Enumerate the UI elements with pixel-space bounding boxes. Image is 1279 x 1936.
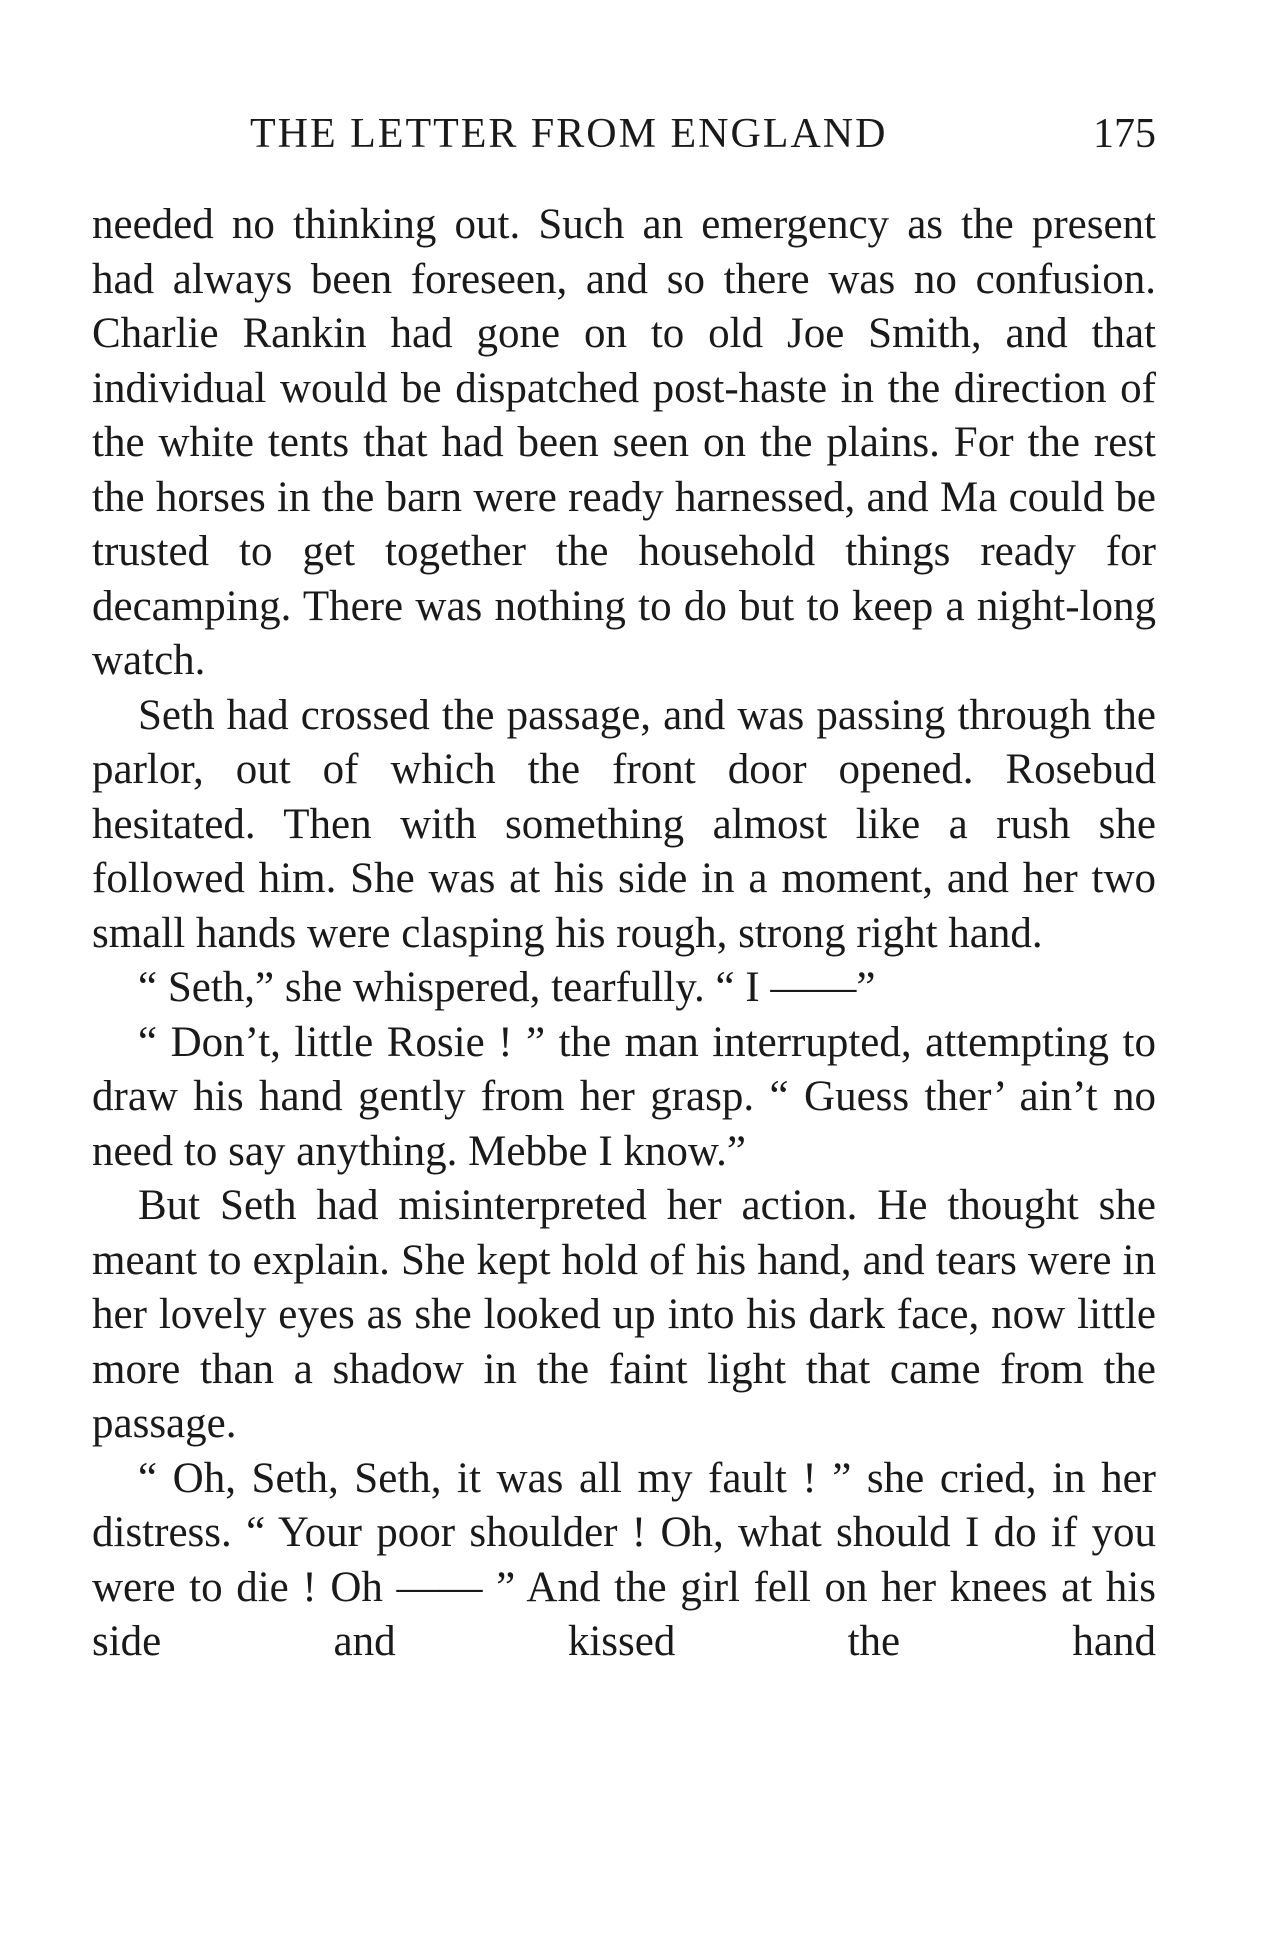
paragraph-4: “ Don’t, little Rosie ! ” the man interrupted, attempting to draw his hand gently from her grasp. “ Guess ther’ ain’t no need to say anything. Mebbe I know.” — [92, 1018, 1156, 1175]
running-title: THE LETTER FROM ENGLAND — [250, 111, 888, 157]
page-number: 175 — [1093, 111, 1156, 157]
paragraph-5: But Seth had misinterpreted her action. He thought she meant to explain. She kept hold of his hand, and tears were in her lovely eyes as she looked up into his dark face, now little more than a shadow in the faint light that came from the passage. — [92, 1182, 1156, 1447]
body-text — [92, 198, 1156, 1670]
running-head — [92, 104, 1156, 164]
paragraph-1: needed no thinking out. Such an emergency as the present had always been foreseen, and so there was no confusion. Charlie Rankin had gone on to old Joe Smith, and that individual would be dispatched post-haste in the direction of the white tents that had been seen on the plains. For the rest the horses in the barn were ready harnessed, and Ma could be trusted to get together the household things ready for decamping. There was nothing to do but to keep a night-long watch. — [92, 201, 1156, 684]
paragraph-6: “ Oh, Seth, Seth, it was all my fault ! ” she cried, in her distress. “ Your poor shoulder ! Oh, what should I do if you were to die ! Oh —— ” And the girl fell on her knees at his side and kissed the hand — [92, 1454, 1156, 1665]
paragraph-3: “ Seth,” she whispered, tearfully. “ I ——” — [138, 964, 876, 1011]
paragraph-2: Seth had crossed the passage, and was passing through the parlor, out of which the front door opened. Rosebud hesitated. Then with something almost like a rush she followed him. She was at his side in a moment, and her two small hands were clasping his rough, strong right hand. — [92, 691, 1156, 957]
